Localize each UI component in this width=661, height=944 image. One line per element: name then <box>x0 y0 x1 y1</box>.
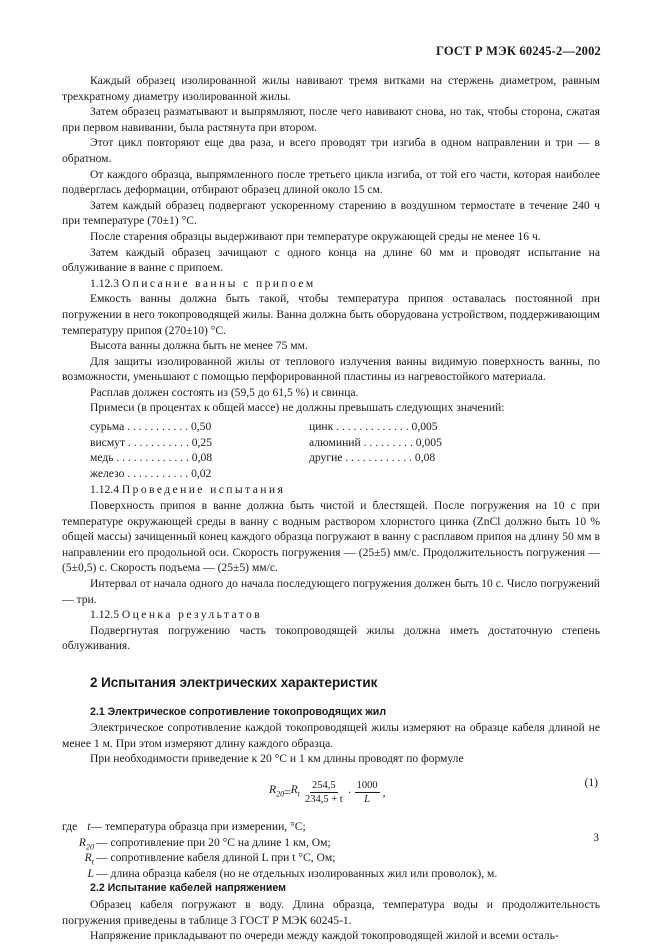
fraction-denominator: 234,5 + t <box>304 793 343 805</box>
fraction-denominator: L <box>364 793 370 805</box>
leader-dots: . . . . . . . . . . . <box>124 420 191 434</box>
paragraph: Электрическое сопротивление каждой токопроводящей жилы измеряют на образце кабеля длиной не менее 1 м. При этом измеряют длину каждого образца. <box>62 721 600 750</box>
section-number: 1.12.5 <box>90 608 119 622</box>
section-heading-1-12-3 <box>62 276 600 292</box>
impurity-row <box>309 419 528 435</box>
section-number: 1.12.3 <box>90 276 119 290</box>
definition-lead: где <box>62 819 78 833</box>
paragraph: Высота ванны должна быть не менее 75 мм. <box>90 339 308 353</box>
impurity-value: 0,08 <box>191 451 213 465</box>
fraction-numerator: 254,5 <box>312 779 336 791</box>
impurity-row <box>90 419 309 435</box>
definition-symbol: L <box>87 866 94 880</box>
formula-lhs <box>269 782 284 802</box>
paragraph: Поверхность припоя в ванне должна быть чистой и блестящей. После погружения на 10 с при температуре окружающей среды в ванну с водным раствором хлористого цинка (ZnCl должно быть 10 % общей массы) зачищенный конец каждого образца погружают в ванну с расплавом припоя на длину 50 мм в направлении его продольной оси. Скорость погружения — (25±5) мм/с. Продолжительность погружения — (5±0,5) с. Скорость подъема — (25±5) мм/с. <box>62 499 600 575</box>
impurity-row <box>90 435 309 451</box>
section-title: Описание ванны с припоем <box>121 276 316 290</box>
formula-subscript: t <box>297 789 300 799</box>
impurity-name: железо <box>90 466 125 480</box>
paragraph: Этот цикл повторяют еще два раза, и всего проводят три изгиба в одном направлении и три — в обратном. <box>62 136 600 165</box>
formula-block <box>62 773 600 813</box>
paragraph: Каждый образец изолированной жилы навивают тремя витками на стержень диаметром, равным трехкратному диаметру изолированной жилы. <box>62 74 600 103</box>
definition-symbol: $R_{20}$ <box>78 835 94 851</box>
formula-symbol: R <box>290 783 298 797</box>
paragraph: Подвергнутая погружению часть токопроводящей жилы должна иметь достаточную степень облуживания. <box>62 623 600 653</box>
paragraph: Для защиты изолированной жилы от теплового излучения ванны видимую поверхность ванны, по возможности, уменьшают с помощью перфорированной пластины из нагревостойкого материала. <box>62 354 600 384</box>
leader-dots: . . . . . . . . . . . <box>124 466 192 480</box>
paragraph: Напряжение прикладывают по очереди между каждой токопроводящей жилой и всеми осталь- <box>90 929 559 943</box>
paragraph: После старения образцы выдерживают при температуре окружающей среды не менее 16 ч. <box>90 229 541 243</box>
impurity-row <box>90 450 309 466</box>
impurities-column-right <box>309 419 528 481</box>
definition-text: — длина образца кабеля (но не отдельных изолированных жил или проволок), м. <box>96 866 498 880</box>
definition-text: — температура образца при измерении, °С; <box>90 819 306 833</box>
paragraph: При необходимости приведение к 20 °С и 1 км длины проводят по формуле <box>90 752 464 766</box>
leader-dots: . . . . . . . . . . . . <box>342 451 415 465</box>
section-title: Проведение испытания <box>121 483 286 497</box>
impurity-name: другие <box>309 451 343 465</box>
paragraph: Расплав должен состоять из (59,5 до 61,5 %) и свинца. <box>90 385 359 399</box>
section-title: Оценка результатов <box>121 608 263 622</box>
definition-symbol: t <box>87 819 91 833</box>
impurity-name: алюминий <box>309 435 361 449</box>
formula-r <box>291 782 300 802</box>
impurities-table <box>90 419 600 481</box>
leader-dots: . . . . . . . . . <box>360 435 416 449</box>
impurity-row <box>90 466 309 482</box>
formula-expression <box>269 779 385 806</box>
impurity-value: 0,50 <box>190 420 212 434</box>
impurity-row <box>309 450 528 466</box>
formula-subscript: 20 <box>276 789 285 799</box>
formula-equals: = <box>284 785 291 799</box>
definition-row <box>62 819 600 835</box>
paragraph: Образец кабеля погружают в воду. Длина образца, температура воды и продолжительность погружения приведены в таблице 3 ГОСТ Р МЭК 60245-1. <box>62 897 600 927</box>
document-header: ГОСТ Р МЭК 60245-2—2002 <box>436 44 601 58</box>
leader-dots: . . . . . . . . . . . <box>125 435 192 449</box>
impurity-row <box>309 435 528 451</box>
definition-text: — сопротивление кабеля длиной L при t °С, Ом; <box>96 851 336 865</box>
formula-comma: , <box>382 785 386 799</box>
page-body <box>62 73 600 944</box>
impurity-name: сурьма <box>90 420 125 434</box>
section-heading-2-1: 2.1 Электрическое сопротивление токопроводящих жил <box>90 705 387 718</box>
leader-dots: . . . . . . . . . . . . . <box>113 451 192 465</box>
paragraph: От каждого образца, выпрямленного после третьего цикла изгиба, от той его части, которая наиболее подверглась деформации, отбирают образец длиной около 15 см. <box>62 167 600 197</box>
definition-symbol: $R_t$ <box>84 851 94 867</box>
impurity-value: 0,005 <box>411 420 438 434</box>
definition-row <box>62 866 600 882</box>
paragraph: Интервал от начала одного до начала последующего погружения должен быть 10 с. Число погружений — три. <box>62 577 600 606</box>
section-number: 1.12.4 <box>90 483 119 497</box>
formula-definitions <box>62 819 600 881</box>
equation-number: (1) <box>584 775 598 789</box>
impurity-value: 0,02 <box>191 466 212 480</box>
leader-dots: . . . . . . . . . . . . . <box>333 420 412 434</box>
section-heading-2-2: 2.2 Испытание кабелей напряжением <box>90 882 286 895</box>
impurities-column-left <box>90 419 309 481</box>
formula-symbol: R <box>269 783 277 797</box>
paragraph: Затем каждый образец зачищают с одного конца на длине 60 мм и проводят испытание на облуживание в ванне с припоем. <box>62 245 600 275</box>
paragraph: Затем каждый образец подвергают ускоренному старению в воздушном термостате в течение 240 ч при температуре (70±1) °С. <box>62 198 600 228</box>
impurity-value: 0,25 <box>191 435 212 449</box>
formula-dot: · <box>347 785 352 799</box>
definition-row <box>62 850 600 866</box>
impurity-name: висмут <box>90 435 126 449</box>
fraction-numerator: 1000 <box>356 779 378 791</box>
impurity-value: 0,005 <box>415 435 442 449</box>
formula-fraction-2 <box>355 779 380 806</box>
paragraph: Затем образец разматывают и выпрямляют, после чего навивают снова, но так, чтобы сторона, сжатая при первом навивании, была растянута при втором. <box>62 105 600 134</box>
definition-row <box>62 835 600 851</box>
paragraph: Примеси (в процентах к общей массе) не должны превышать следующих значений: <box>90 401 505 415</box>
page-number: 3 <box>593 831 599 844</box>
spacer <box>77 819 87 835</box>
paragraph: Емкость ванны должна быть такой, чтобы температура припоя оставалась постоянной при погружении в него токопроводящей жилы. Ванна должна быть оборудована устройством, поддерживающим температуру припоя (270±10) °С. <box>62 292 600 337</box>
impurity-name: цинк <box>309 420 334 434</box>
section-heading-1-12-5 <box>62 607 600 623</box>
impurity-name: медь <box>90 451 114 465</box>
definition-text: — сопротивление при 20 °С на длине 1 км, Ом; <box>96 835 331 849</box>
section-heading-1-12-4 <box>62 482 600 498</box>
chapter-heading: 2 Испытания электрических характеристик <box>90 674 378 690</box>
formula-fraction-1 <box>303 779 345 806</box>
impurity-value: 0,08 <box>414 451 436 465</box>
